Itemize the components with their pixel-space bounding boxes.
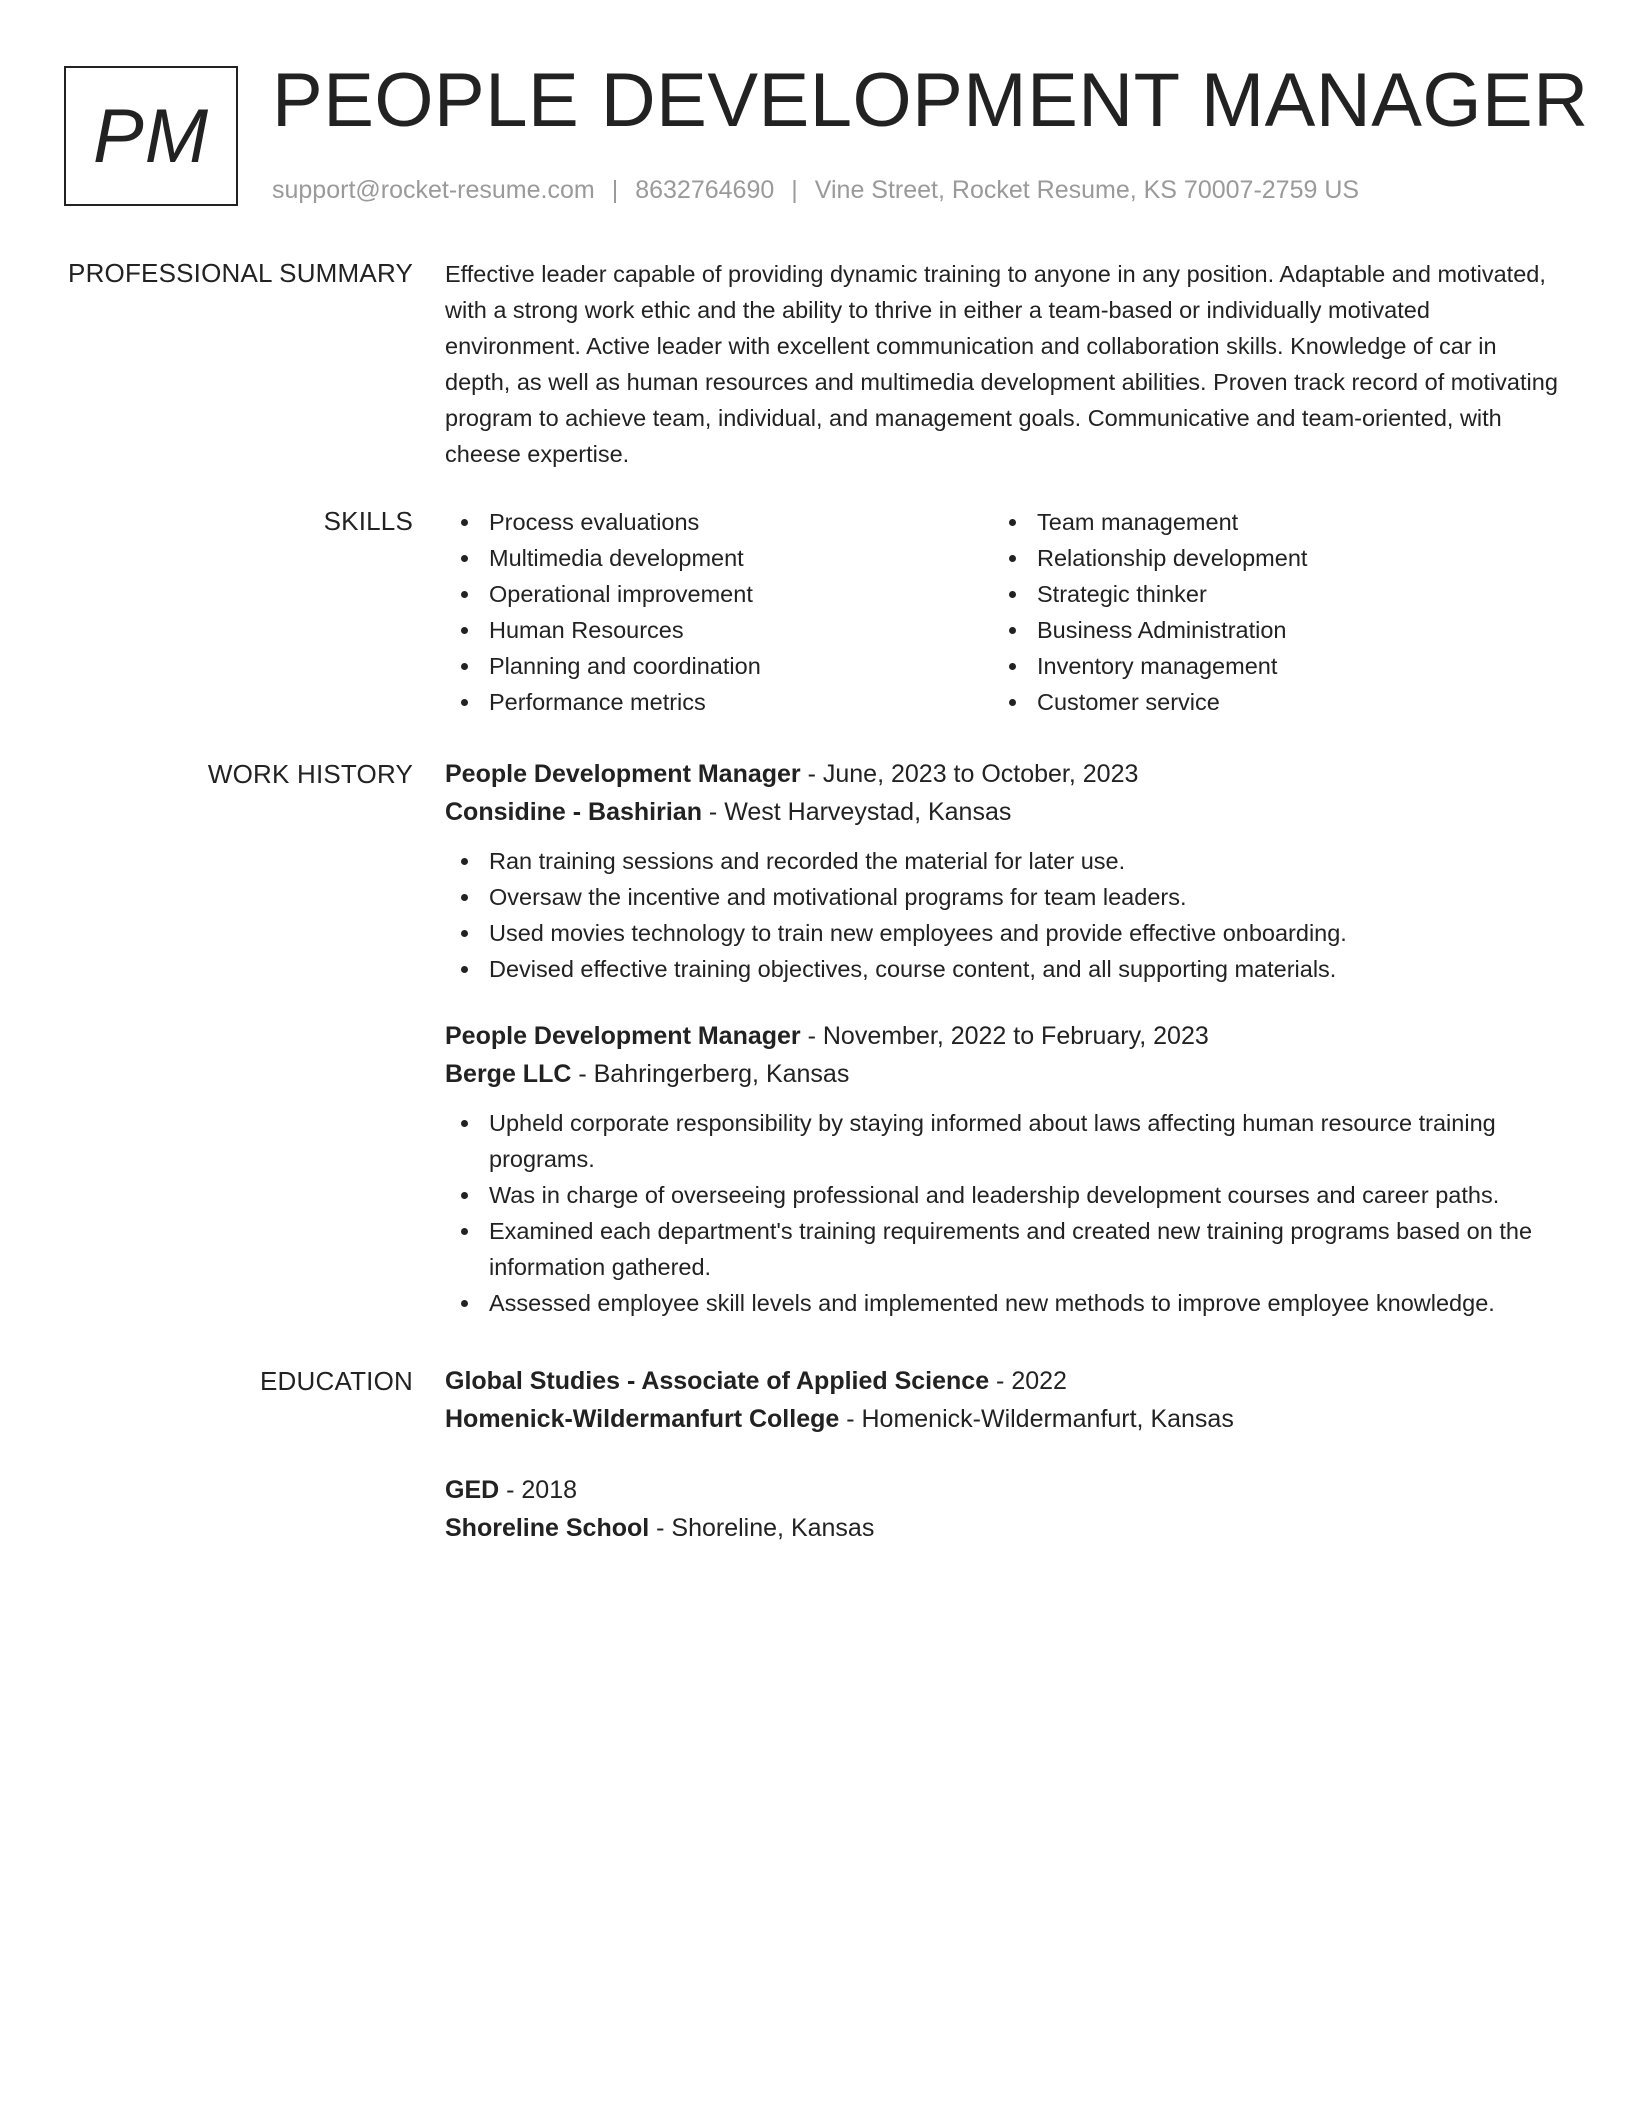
job-title-line [445, 755, 1565, 793]
job-bullet: Assessed employee skill levels and implemented new methods to improve employee knowledge. [445, 1285, 1565, 1321]
job-bullet: Oversaw the incentive and motivational programs for team leaders. [445, 879, 1565, 915]
job-location: - Bahringerberg, Kansas [571, 1060, 850, 1088]
school: Shoreline School [445, 1514, 650, 1542]
skill-item: Performance metrics [445, 684, 993, 720]
job-bullet: Devised effective training objectives, course content, and all supporting materials. [445, 951, 1565, 987]
degree-line [445, 1471, 1565, 1509]
skill-item: Relationship development [993, 540, 1541, 576]
job-entry [445, 755, 1565, 987]
education-entry [445, 1471, 1565, 1547]
job-company: Berge LLC [445, 1060, 572, 1088]
summary-text: Effective leader capable of providing dynamic training to anyone in any position. Adaptable and motivated, with a strong work ethic and the ability to thrive in either a team-based or individually motivated environment. Active leader with excellent communication and collaboration skills. Knowledge of car in depth, as well as human resources and multimedia development abilities. Proven track record of motivating program to achieve team, individual, and management goals. Communicative and team-oriented, with cheese expertise. [445, 261, 1558, 467]
degree: GED [445, 1476, 500, 1504]
section-label-skills: SKILLS [323, 506, 413, 536]
skill-item: Human Resources [445, 612, 993, 648]
job-company: Considine - Bashirian [445, 798, 702, 826]
job-dates: - November, 2022 to February, 2023 [800, 1022, 1209, 1050]
skill-item: Customer service [993, 684, 1541, 720]
page-title: PEOPLE DEVELOPMENT MANAGER [272, 58, 1589, 143]
job-company-line [445, 1055, 1565, 1093]
skill-item: Team management [993, 504, 1541, 540]
degree: Global Studies - Associate of Applied Science [445, 1367, 990, 1395]
job-bullet: Upheld corporate responsibility by staying informed about laws affecting human resource training programs. [445, 1105, 1565, 1177]
school-line [445, 1509, 1565, 1547]
job-title: People Development Manager [445, 1022, 801, 1050]
section-label-education: EDUCATION [260, 1366, 413, 1396]
skills-list-right [993, 504, 1541, 720]
section-label-work-history: WORK HISTORY [207, 759, 413, 789]
job-bullets [445, 1105, 1565, 1321]
job-location: - West Harveystad, Kansas [701, 798, 1012, 826]
degree-year: - 2022 [989, 1367, 1067, 1395]
phone-number: 8632764690 [635, 176, 775, 204]
school-line [445, 1400, 1565, 1438]
education-entry [445, 1362, 1565, 1438]
job-company-line [445, 793, 1565, 831]
skill-item: Inventory management [993, 648, 1541, 684]
degree-year: - 2018 [499, 1476, 578, 1504]
school: Homenick-Wildermanfurt College [445, 1405, 840, 1433]
skill-item: Business Administration [993, 612, 1541, 648]
job-bullet: Examined each department's training requirements and created new training programs based on the information gathered. [445, 1213, 1565, 1285]
job-bullets [445, 843, 1565, 987]
job-bullet: Was in charge of overseeing professional and leadership development courses and career paths. [445, 1177, 1565, 1213]
skill-item: Planning and coordination [445, 648, 993, 684]
contact-separator: | [791, 176, 798, 204]
school-location: - Shoreline, Kansas [649, 1514, 875, 1542]
job-bullet: Ran training sessions and recorded the material for later use. [445, 843, 1565, 879]
skills-list-left [445, 504, 993, 720]
job-bullet: Used movies technology to train new employees and provide effective onboarding. [445, 915, 1565, 951]
job-entry [445, 1017, 1565, 1321]
skill-item: Multimedia development [445, 540, 993, 576]
skill-item: Operational improvement [445, 576, 993, 612]
job-dates: - June, 2023 to October, 2023 [800, 760, 1139, 788]
skill-item: Strategic thinker [993, 576, 1541, 612]
contact-line [272, 174, 1359, 206]
skill-item: Process evaluations [445, 504, 993, 540]
monogram: PM [64, 66, 238, 206]
school-location: - Homenick-Wildermanfurt, Kansas [839, 1405, 1234, 1433]
job-title-line [445, 1017, 1565, 1055]
section-label-summary: PROFESSIONAL SUMMARY [68, 258, 413, 288]
degree-line [445, 1362, 1565, 1400]
email-link[interactable]: support@rocket-resume.com [272, 176, 595, 204]
address: Vine Street, Rocket Resume, KS 70007-2759 US [814, 176, 1360, 204]
job-title: People Development Manager [445, 760, 801, 788]
contact-separator: | [611, 176, 619, 204]
